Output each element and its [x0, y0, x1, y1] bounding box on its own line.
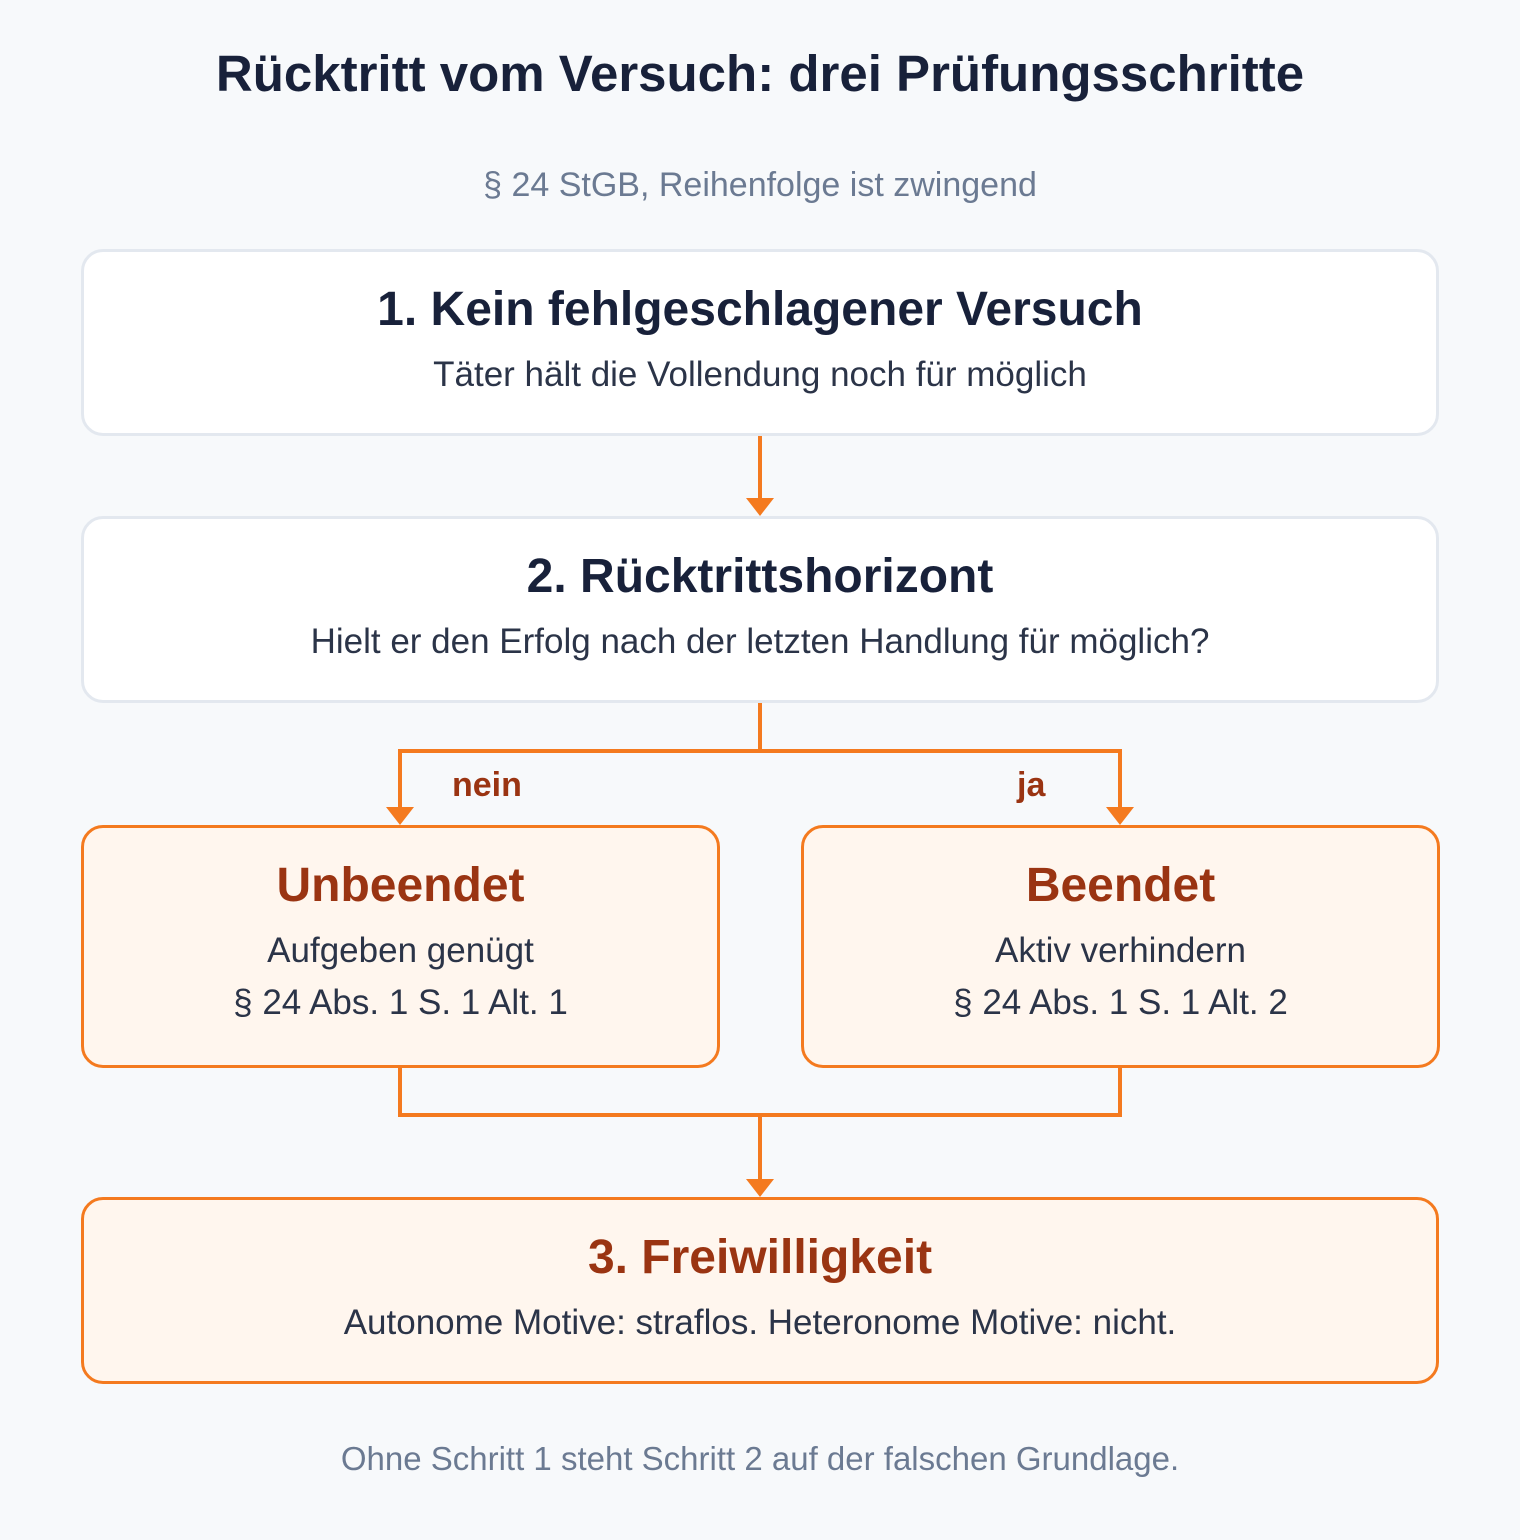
unbeendet-line1: Aufgeben genügt	[267, 931, 534, 970]
diagram-subtitle: § 24 StGB, Reihenfolge ist zwingend	[483, 166, 1037, 204]
step1-heading: 1. Kein fehlgeschlagener Versuch	[377, 283, 1143, 336]
unbeendet-box	[81, 825, 720, 1068]
step2-text: Hielt er den Erfolg nach der letzten Handlung für möglich?	[310, 622, 1210, 661]
step2-box	[81, 516, 1439, 703]
step3-box	[81, 1197, 1439, 1384]
beendet-line1: Aktiv verhindern	[995, 931, 1246, 970]
step2-heading: 2. Rücktrittshorizont	[526, 550, 994, 603]
arrowhead-beendet	[1106, 807, 1134, 825]
split-connector-right	[760, 751, 1120, 807]
diagram-title: Rücktritt vom Versuch: drei Prüfungsschritte	[215, 45, 1305, 102]
merge-connector	[400, 1068, 1120, 1115]
arrowhead-step2	[746, 498, 774, 516]
arrowhead-unbeendet	[386, 807, 414, 825]
unbeendet-heading: Unbeendet	[276, 859, 525, 912]
beendet-box	[801, 825, 1440, 1068]
beendet-heading: Beendet	[1025, 859, 1216, 912]
arrowhead-step3	[746, 1179, 774, 1197]
branch-label-no: nein	[452, 766, 522, 804]
branch-label-yes: ja	[1017, 766, 1046, 804]
footer-note: Ohne Schritt 1 steht Schritt 2 auf der falschen Grundlage.	[340, 1440, 1180, 1477]
step3-heading: 3. Freiwilligkeit	[587, 1231, 933, 1284]
step1-box	[81, 249, 1439, 436]
step1-text: Täter hält die Vollendung noch für möglich	[433, 355, 1087, 394]
step3-text: Autonome Motive: straflos. Heteronome Motive: nicht.	[343, 1303, 1177, 1342]
unbeendet-line2: § 24 Abs. 1 S. 1 Alt. 1	[233, 983, 568, 1022]
beendet-line2: § 24 Abs. 1 S. 1 Alt. 2	[953, 983, 1288, 1022]
